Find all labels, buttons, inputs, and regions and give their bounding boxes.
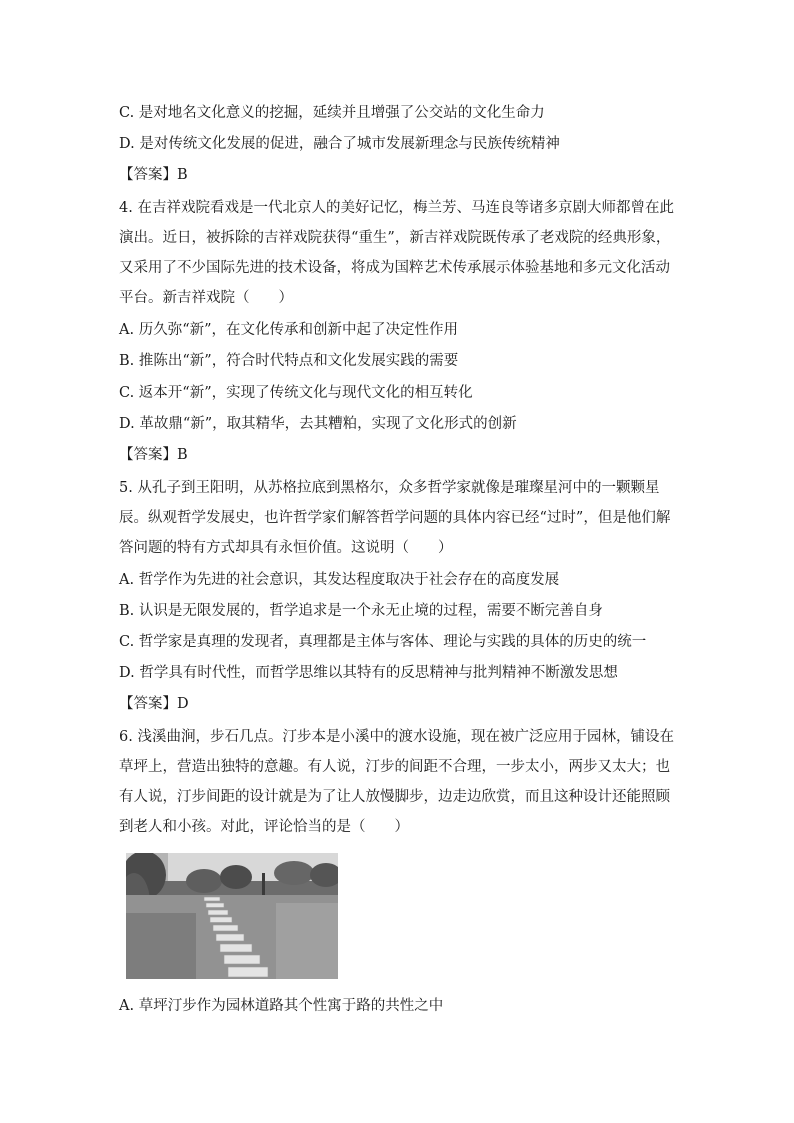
q4-option-b: B. 推陈出“新”，符合时代特点和文化发展实践的需要 bbox=[119, 353, 459, 369]
q4-option-a: A. 历久弥“新”，在文化传承和创新中起了决定性作用 bbox=[119, 322, 459, 338]
q6-option-a: A. 草坪汀步作为园林道路其个性寓于路的共性之中 bbox=[119, 998, 444, 1014]
garden-stepping-stones-photo bbox=[126, 853, 338, 979]
q6-stem: 6. 浅溪曲涧，步石几点。汀步本是小溪中的渡水设施，现在被广泛应用于园林，铺设在草坪上，营造出独特的意趣。有人说，汀步的间距不合理，一步太小，两步又太大；也有人说，汀步间距的设计就是为了让人放慢脚步，边走边欣赏，而且这种设计还能照顾到老人和小孩。对此，评论恰当的是（ ） bbox=[119, 729, 674, 835]
q5-option-a: A. 哲学作为先进的社会意识，其发达程度取决于社会存在的高度发展 bbox=[119, 572, 560, 588]
q4-answer: 【答案】B bbox=[119, 447, 188, 463]
q5-answer: 【答案】D bbox=[119, 696, 189, 712]
q5-stem: 5. 从孔子到王阳明，从苏格拉底到黑格尔，众多哲学家就像是璀璨星河中的一颗颗星辰。纵观哲学发展史，也许哲学家们解答哲学问题的具体内容已经“过时”，但是他们解答问题的特有方式却具有永恒价值。这说明（ ） bbox=[119, 480, 671, 556]
q3-answer: 【答案】B bbox=[119, 167, 188, 183]
q4-option-d: D. 革故鼎“新”，取其精华，去其糟粕，实现了文化形式的创新 bbox=[119, 416, 517, 432]
q5-option-d: D. 哲学具有时代性，而哲学思维以其特有的反思精神与批判精神不断激发思想 bbox=[119, 665, 618, 681]
q4-option-c: C. 返本开“新”，实现了传统文化与现代文化的相互转化 bbox=[119, 385, 473, 401]
q5-option-c: C. 哲学家是真理的发现者，真理都是主体与客体、理论与实践的具体的历史的统一 bbox=[119, 634, 647, 650]
q5-option-b: B. 认识是无限发展的，哲学追求是一个永无止境的过程，需要不断完善自身 bbox=[119, 603, 603, 619]
q4-stem: 4. 在吉祥戏院看戏是一代北京人的美好记忆，梅兰芳、马连良等诸多京剧大师都曾在此演出。近日，被拆除的吉祥戏院获得“重生”，新吉祥戏院既传承了老戏院的经典形象，又采用了不少国际先进的技术设备，将成为国粹艺术传承展示体验基地和多元文化活动平台。新吉祥戏院（ ） bbox=[119, 200, 674, 306]
q3-option-c: C. 是对地名文化意义的挖掘，延续并且增强了公交站的文化生命力 bbox=[119, 105, 545, 121]
q3-option-d: D. 是对传统文化发展的促进，融合了城市发展新理念与民族传统精神 bbox=[119, 136, 560, 152]
